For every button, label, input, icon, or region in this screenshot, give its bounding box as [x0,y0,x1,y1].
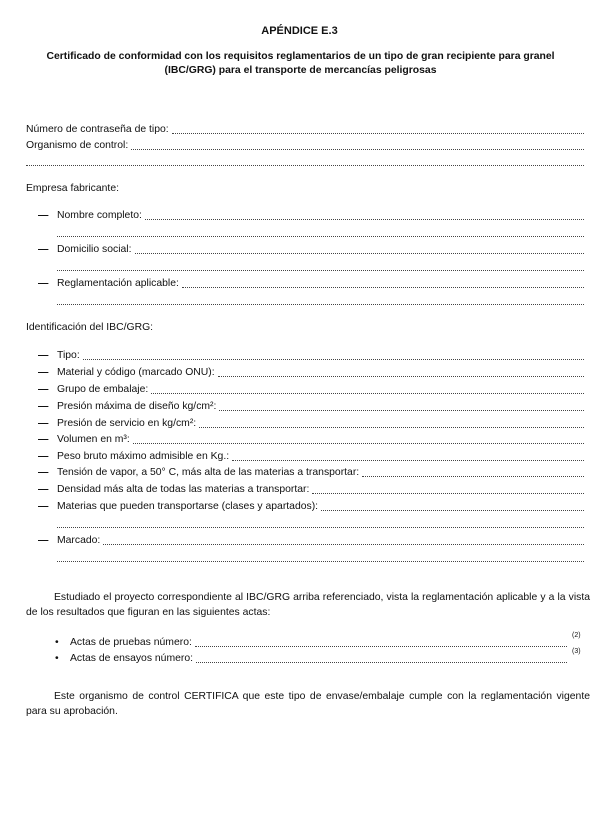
fill-line [312,483,584,494]
grupo-label: Grupo de embalaje: [57,384,149,395]
dash-marker: — [38,367,49,378]
bullet-marker: • [55,637,59,648]
organismo-field[interactable] [26,139,584,153]
certifica-paragraph: Este organismo de control CERTIFICA que este tipo de envase/embalaje cumple con la reglamentación vigente para su aprobación. [26,691,590,717]
bullet-marker: • [55,653,59,664]
dash-marker: — [38,451,49,462]
domicilio-field[interactable] [57,243,584,257]
fill-line [83,349,584,360]
reglamentacion-continuation-line[interactable] [57,294,584,308]
nombre-label: Nombre completo: [57,210,142,221]
marcado-field[interactable] [57,534,584,548]
materias-label: Materias que pueden transportarse (clases y apartados): [57,501,319,512]
material-field[interactable] [57,366,584,380]
fill-line [135,243,585,254]
fill-line [133,433,584,444]
fill-line [103,534,584,545]
fill-line [57,260,584,271]
appendix-title: APÉNDICE E.3 [261,25,338,37]
materias-continuation-line[interactable] [57,517,584,531]
marcado-label: Marcado: [57,535,101,546]
fill-line [172,123,584,134]
material-label: Material y código (marcado ONU): [57,367,215,378]
fill-line [26,155,584,166]
fill-line [57,551,584,562]
ibc-heading: Identificación del IBC/GRG: [26,322,154,333]
materias-field[interactable] [57,500,584,514]
fill-line [321,500,584,511]
presion-servicio-field[interactable] [57,417,584,431]
dash-marker: — [38,535,49,546]
nombre-field[interactable] [57,209,584,223]
dash-marker: — [38,484,49,495]
organismo-continuation-line[interactable] [26,155,584,169]
reglamentacion-field[interactable] [57,277,584,291]
fill-line [232,450,584,461]
footnote-ref-3: (3) [572,648,581,655]
actas-ensayos-field[interactable] [70,652,567,666]
presion-servicio-label: Presión de servicio en kg/cm²: [57,418,197,429]
organismo-label: Organismo de control: [26,140,129,151]
dash-marker: — [38,278,49,289]
densidad-label: Densidad más alta de todas las materias a transportar: [57,484,310,495]
dash-marker: — [38,244,49,255]
actas-pruebas-field[interactable] [70,636,567,650]
fill-line [57,226,584,237]
volumen-label: Volumen en m³: [57,434,130,445]
presion-max-field[interactable] [57,400,584,414]
domicilio-label: Domicilio social: [57,244,132,255]
dash-marker: — [38,401,49,412]
estudiado-paragraph: Estudiado el proyecto correspondiente al IBC/GRG arriba referenciado, vista la reglamentación aplicable y a la vista de los resultados que figuran en las siguientes actas: [26,592,590,618]
fill-line [57,517,584,528]
footnote-ref-2: (2) [572,632,581,639]
fill-line [57,294,584,305]
fill-line [196,652,567,663]
grupo-field[interactable] [57,383,584,397]
fill-line [182,277,584,288]
fill-line [151,383,584,394]
actas-pruebas-label: Actas de pruebas número: [70,637,192,648]
tipo-label: Tipo: [57,350,80,361]
fill-line [195,636,567,647]
presion-max-label: Presión máxima de diseño kg/cm²: [57,401,217,412]
nombre-continuation-line[interactable] [57,226,584,240]
tension-label: Tensión de vapor, a 50° C, más alta de las materias a transportar: [57,467,360,478]
tension-field[interactable] [57,466,584,480]
volumen-field[interactable] [57,433,584,447]
marcado-continuation-line[interactable] [57,551,584,565]
actas-ensayos-label: Actas de ensayos número: [70,653,194,664]
domicilio-continuation-line[interactable] [57,260,584,274]
reglamentacion-label: Reglamentación aplicable: [57,278,179,289]
contrasena-field[interactable] [26,123,584,137]
dash-marker: — [38,501,49,512]
dash-marker: — [38,418,49,429]
dash-marker: — [38,434,49,445]
dash-marker: — [38,210,49,221]
fill-line [218,366,584,377]
fill-line [131,139,584,150]
fill-line [362,466,584,477]
dash-marker: — [38,467,49,478]
fill-line [145,209,584,220]
fill-line [219,400,584,411]
certificate-subtitle: Certificado de conformidad con los requisitos reglamentarios de un tipo de gran recipiente para granel (IBC/GRG) para el transporte de mercancías peligrosas [46,51,555,76]
contrasena-label: Número de contraseña de tipo: [26,124,169,135]
empresa-heading: Empresa fabricante: [26,183,119,194]
fill-line [199,417,584,428]
dash-marker: — [38,350,49,361]
dash-marker: — [38,384,49,395]
densidad-field[interactable] [57,483,584,497]
tipo-field[interactable] [57,349,584,363]
peso-field[interactable] [57,450,584,464]
peso-label: Peso bruto máximo admisible en Kg.: [57,451,230,462]
